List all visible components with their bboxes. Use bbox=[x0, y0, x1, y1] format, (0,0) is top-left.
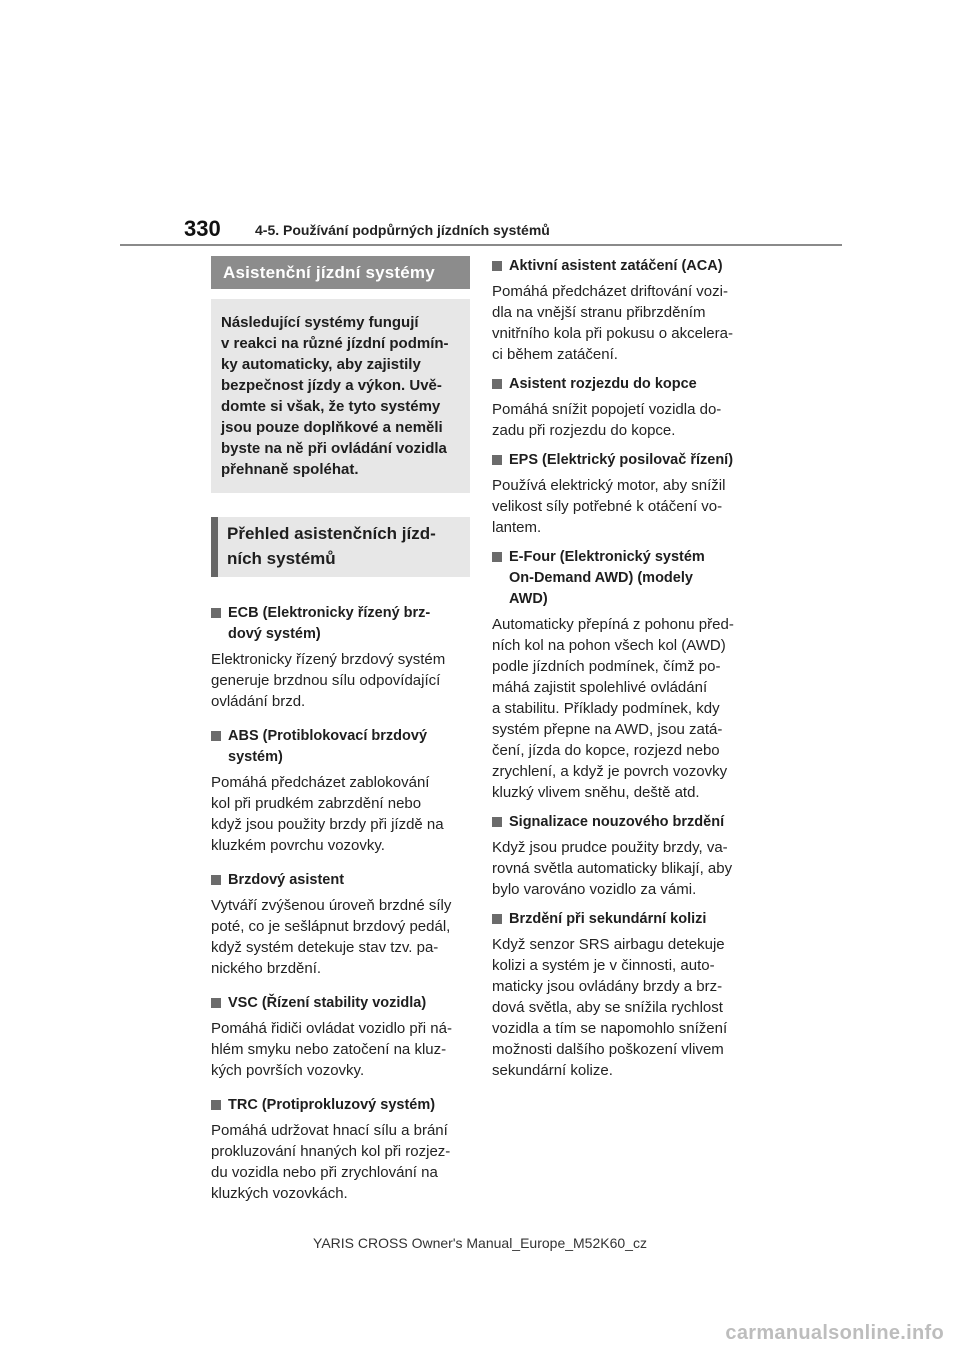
title-line: VSC (Řízení stability vozidla) bbox=[228, 995, 427, 1011]
desc-line: ovládání brzd. bbox=[211, 693, 306, 710]
desc-line: ci během zatáčení. bbox=[492, 346, 618, 363]
system-item-title bbox=[211, 726, 470, 768]
title-line: systém) bbox=[228, 749, 283, 765]
desc-line: Pomáhá řidiči ovládat vozidlo při ná- bbox=[211, 1020, 452, 1037]
system-item-title bbox=[211, 603, 470, 645]
desc-line: kých površích vozovky. bbox=[211, 1062, 365, 1079]
page-footer: YARIS CROSS Owner's Manual_Europe_M52K60_cz bbox=[313, 1235, 647, 1251]
system-item-e-four bbox=[492, 547, 758, 803]
system-item-brake-assist bbox=[211, 870, 470, 979]
desc-line: když jsou použity brzdy při jízdě na bbox=[211, 816, 444, 833]
desc-line: Pomáhá předcházet driftování vozi- bbox=[492, 283, 728, 300]
system-item-vsc bbox=[211, 993, 470, 1081]
intro-line: jsou pouze doplňkové a neměli bbox=[221, 419, 443, 436]
desc-line: kolizi a systém je v činnosti, auto- bbox=[492, 957, 715, 974]
title-line: Brzdění při sekundární kolizi bbox=[509, 911, 707, 927]
chapter-title: 4-5. Používání podpůrných jízdních systémů bbox=[255, 222, 550, 238]
desc-line: kluzkých vozovkách. bbox=[211, 1185, 348, 1202]
system-item-title bbox=[211, 870, 470, 891]
desc-line: Automaticky přepíná z pohonu před- bbox=[492, 616, 734, 633]
desc-line: zrychlení, a když je povrch vozovky bbox=[492, 763, 728, 780]
system-item-description bbox=[211, 649, 470, 712]
system-item-title bbox=[492, 909, 758, 930]
desc-line: podle jízdních podmínek, čímž po- bbox=[492, 658, 721, 675]
title-line: Brzdový asistent bbox=[228, 872, 345, 888]
square-bullet-icon bbox=[492, 261, 502, 271]
desc-line: vozidla a tím se napomohlo snížení bbox=[492, 1020, 728, 1037]
system-item-secondary-collision-brake bbox=[492, 909, 758, 1081]
system-item-description bbox=[211, 895, 470, 979]
subsection-heading-line: Přehled asistenčních jízd- bbox=[227, 524, 436, 543]
site-watermark: carmanualsonline.info bbox=[725, 1322, 944, 1344]
system-item-description bbox=[492, 399, 758, 441]
desc-line: Když senzor SRS airbagu detekuje bbox=[492, 936, 725, 953]
desc-line: Pomáhá předcházet zablokování bbox=[211, 774, 430, 791]
system-item-title bbox=[492, 450, 758, 471]
intro-line: byste na ně při ovládání vozidla bbox=[221, 440, 447, 457]
desc-line: Používá elektrický motor, aby snížil bbox=[492, 477, 726, 494]
title-line: E-Four (Elektronický systém bbox=[509, 549, 705, 565]
system-item-eps bbox=[492, 450, 758, 538]
system-item-title bbox=[492, 374, 758, 395]
desc-line: kluzkém povrchu vozovky. bbox=[211, 837, 385, 854]
system-item-abs bbox=[211, 726, 470, 856]
system-item-hill-start-assist bbox=[492, 374, 758, 441]
square-bullet-icon bbox=[211, 608, 221, 618]
right-column bbox=[492, 256, 758, 1081]
square-bullet-icon bbox=[492, 817, 502, 827]
desc-line: možnosti dalšího poškození vlivem bbox=[492, 1041, 724, 1058]
desc-line: maticky jsou ovládány brzdy a brz- bbox=[492, 978, 723, 995]
system-item-description bbox=[211, 1018, 470, 1081]
system-item-description bbox=[211, 772, 470, 856]
desc-line: prokluzování hnaných kol při rozjez- bbox=[211, 1143, 451, 1160]
desc-line: zadu při rozjezdu do kopce. bbox=[492, 422, 676, 439]
intro-line: ky automaticky, aby zajistily bbox=[221, 356, 421, 373]
desc-line: generuje brzdnou sílu odpovídající bbox=[211, 672, 441, 689]
desc-line: nického brzdění. bbox=[211, 960, 322, 977]
system-item-aca bbox=[492, 256, 758, 365]
square-bullet-icon bbox=[211, 998, 221, 1008]
system-item-description bbox=[492, 614, 758, 803]
intro-line: Následující systémy fungují bbox=[221, 314, 419, 331]
desc-line: sekundární kolize. bbox=[492, 1062, 613, 1079]
square-bullet-icon bbox=[492, 379, 502, 389]
system-item-emergency-brake-signal bbox=[492, 812, 758, 900]
intro-box bbox=[211, 299, 470, 493]
desc-line: rovná světla automaticky blikají, aby bbox=[492, 860, 733, 877]
page-number: 330 bbox=[184, 216, 221, 241]
desc-line: systém přepne na AWD, jsou zatá- bbox=[492, 721, 723, 738]
square-bullet-icon bbox=[492, 455, 502, 465]
system-item-description bbox=[492, 281, 758, 365]
system-item-title bbox=[211, 993, 470, 1014]
desc-line: Když jsou prudce použity brzdy, va- bbox=[492, 839, 728, 856]
desc-line: čení, jízda do kopce, rozjezd nebo bbox=[492, 742, 720, 759]
square-bullet-icon bbox=[492, 552, 502, 562]
square-bullet-icon bbox=[492, 914, 502, 924]
desc-line: Pomáhá snížit popojetí vozidla do- bbox=[492, 401, 722, 418]
system-item-title bbox=[492, 547, 758, 610]
desc-line: poté, co je sešlápnut brzdový pedál, bbox=[211, 918, 451, 935]
section-heading: Asistenční jízdní systémy bbox=[211, 256, 470, 289]
desc-line: ních kol na pohon všech kol (AWD) bbox=[492, 637, 726, 654]
title-line: Aktivní asistent zatáčení (ACA) bbox=[509, 258, 723, 274]
desc-line: bylo varováno vozidlo za vámi. bbox=[492, 881, 697, 898]
desc-line: dla na vnější stranu přibrzděním bbox=[492, 304, 706, 321]
title-line: ECB (Elektronicky řízený brz- bbox=[228, 605, 431, 621]
intro-line: přehnaně spoléhat. bbox=[221, 461, 359, 478]
desc-line: Pomáhá udržovat hnací sílu a brání bbox=[211, 1122, 448, 1139]
desc-line: kluzký vlivem sněhu, deště atd. bbox=[492, 784, 700, 801]
square-bullet-icon bbox=[211, 875, 221, 885]
square-bullet-icon bbox=[211, 731, 221, 741]
intro-line: bezpečnost jízdy a výkon. Uvě- bbox=[221, 377, 442, 394]
system-item-description bbox=[492, 475, 758, 538]
title-line: ABS (Protiblokovací brzdový bbox=[228, 728, 428, 744]
title-line: EPS (Elektrický posilovač řízení) bbox=[509, 452, 734, 468]
title-line: dový systém) bbox=[228, 626, 321, 642]
system-item-title bbox=[492, 256, 758, 277]
system-item-description bbox=[211, 1120, 470, 1204]
desc-line: Vytváří zvýšenou úroveň brzdné síly bbox=[211, 897, 452, 914]
desc-line: když systém detekuje stav tzv. pa- bbox=[211, 939, 439, 956]
header-divider bbox=[120, 244, 842, 246]
desc-line: dová světla, aby se snížila rychlost bbox=[492, 999, 723, 1016]
title-line: On-Demand AWD) (modely bbox=[509, 570, 693, 586]
desc-line: máhá zajistit spolehlivé ovládání bbox=[492, 679, 708, 696]
subsection-heading bbox=[211, 517, 470, 577]
system-item-description bbox=[492, 837, 758, 900]
title-line: TRC (Protiprokluzový systém) bbox=[228, 1097, 436, 1113]
title-line: AWD) bbox=[509, 591, 548, 607]
title-line: Signalizace nouzového brzdění bbox=[509, 814, 725, 830]
desc-line: du vozidla nebo při zrychlování na bbox=[211, 1164, 438, 1181]
desc-line: velikost síly potřebné k otáčení vo- bbox=[492, 498, 723, 515]
desc-line: lantem. bbox=[492, 519, 542, 536]
desc-line: Elektronicky řízený brzdový systém bbox=[211, 651, 446, 668]
square-bullet-icon bbox=[211, 1100, 221, 1110]
system-item-description bbox=[492, 934, 758, 1081]
subsection-heading-line: ních systémů bbox=[227, 549, 336, 568]
system-item-ecb bbox=[211, 603, 470, 712]
intro-line: v reakci na různé jízdní podmín- bbox=[221, 335, 449, 352]
desc-line: a stabilitu. Příklady podmínek, kdy bbox=[492, 700, 720, 717]
title-line: Asistent rozjezdu do kopce bbox=[509, 376, 697, 392]
system-item-title bbox=[211, 1095, 470, 1116]
system-item-title bbox=[492, 812, 758, 833]
left-column bbox=[211, 256, 470, 1204]
system-item-trc bbox=[211, 1095, 470, 1204]
desc-line: vnitřního kola při pokusu o akcelera- bbox=[492, 325, 733, 342]
desc-line: kol při prudkém zabrzdění nebo bbox=[211, 795, 422, 812]
desc-line: hlém smyku nebo zatočení na kluz- bbox=[211, 1041, 447, 1058]
intro-line: domte si však, že tyto systémy bbox=[221, 398, 441, 415]
